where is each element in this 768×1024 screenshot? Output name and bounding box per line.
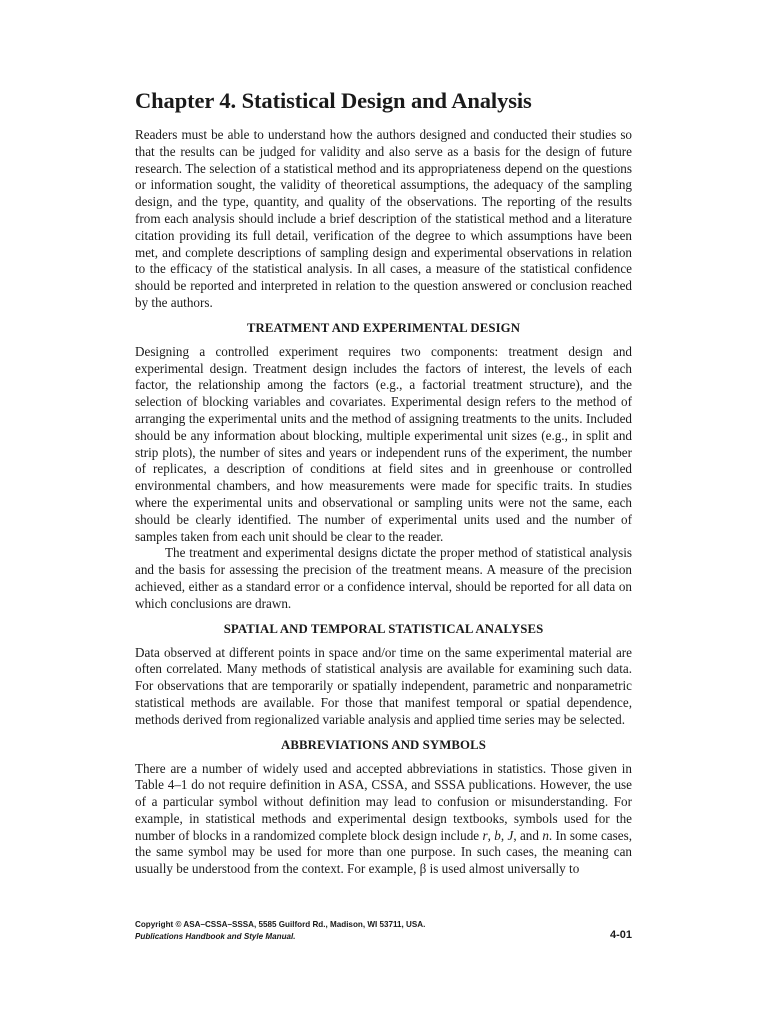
symbol-r: r bbox=[482, 827, 488, 843]
chapter-title: Chapter 4. Statistical Design and Analysis bbox=[135, 88, 532, 113]
copyright-line: Copyright © ASA–CSSA–SSSA, 5585 Guilford Rd., Madison, WI 53711, USA. bbox=[135, 920, 426, 929]
symbol-n: n bbox=[542, 827, 549, 843]
symbol-separator: , bbox=[500, 827, 508, 843]
page-body bbox=[135, 86, 632, 878]
abbreviations-paragraph bbox=[135, 761, 632, 879]
page-number: 4-01 bbox=[609, 929, 632, 941]
section-heading-treatment: TREATMENT AND EXPERIMENTAL DESIGN bbox=[246, 320, 521, 335]
symbol-b: b bbox=[494, 827, 501, 843]
section-heading-abbreviations: ABBREVIATIONS AND SYMBOLS bbox=[281, 737, 486, 752]
symbol-separator: , bbox=[487, 827, 495, 843]
symbol-j: J bbox=[507, 827, 514, 843]
publication-line: Publications Handbook and Style Manual. bbox=[135, 932, 296, 941]
symbol-and: , and bbox=[513, 827, 543, 843]
abbreviations-text-before: There are a number of widely used and accepted abbreviations in statistics. Those given in Table 4–1 do not require definition in ASA, CSSA, and SSSA publications. However, the use of a particular symbol without definition may lead to confusion or misunderstanding. For example, in statistical methods and experimental design textbooks, symbols used for the number of blocks in a randomized complete block design include bbox=[135, 760, 632, 843]
intro-paragraph: Readers must be able to understand how the authors designed and conducted their studies so that the results can be judged for validity and also serve as a basis for the design of future research. The selection of a statistical method and its appropriateness depend on the questions or information sought, the validity of theoretical assumptions, the adequacy of the sampling design, and the type, quantity, and quality of the observations. The reporting of the results from each analysis should include a brief description of the statistical method and a literature citation providing its full detail, verification of the degree to which assumptions have been met, and complete descriptions of sampling design and experimental observations in relation to the efficacy of the statistical analysis. In all cases, a measure of the statistical confidence should be reported and interpreted in relation to the question answered or conclusion reached by the authors. bbox=[135, 127, 632, 310]
section-heading-spatial: SPATIAL AND TEMPORAL STATISTICAL ANALYSES bbox=[223, 621, 544, 636]
page-footer bbox=[135, 919, 632, 943]
treatment-paragraph-1: Designing a controlled experiment requires two components: treatment design and experimental design. Treatment design includes the factors of interest, the levels of each factor, the relationship among the factors (e.g., a factorial treatment structure), and the selection of blocking variables and covariates. Experimental design refers to the method of arranging the experimental units and the method of assigning treatments to the units. Included should be any information about blocking, multiple experimental unit sizes (e.g., in split and strip plots), the number of sites and years or independent runs of the experiment, the number of replicates, a description of conditions at field sites and in greenhouse or controlled environmental chambers, and how measurements were made for specific traits. In studies where the experimental units and observational or sampling units were not the same, each should be clearly identified. The number of experimental units used and the number of samples taken from each unit should be clear to the reader. bbox=[135, 343, 632, 544]
treatment-paragraph-2: The treatment and experimental designs dictate the proper method of statistical analysis and the basis for assessing the precision of the treatment means. A measure of the precision achieved, either as a standard error or a confidence interval, should be reported for all data on which conclusions are drawn. bbox=[135, 545, 632, 611]
abbreviations-text-after: . In some cases, the same symbol may be used for more than one purpose. In such cases, the meaning can usually be understood from the context. For example, β is used almost universally to bbox=[135, 827, 632, 877]
spatial-paragraph: Data observed at different points in space and/or time on the same experimental material are often correlated. Many methods of statistical analysis are available for examining such data. For observations that are temporarily or spatially independent, parametric and nonparametric statistical methods are available. For those that manifest temporal or spatial dependence, methods derived from regionalized variable analysis and applied time series may be selected. bbox=[135, 644, 632, 727]
